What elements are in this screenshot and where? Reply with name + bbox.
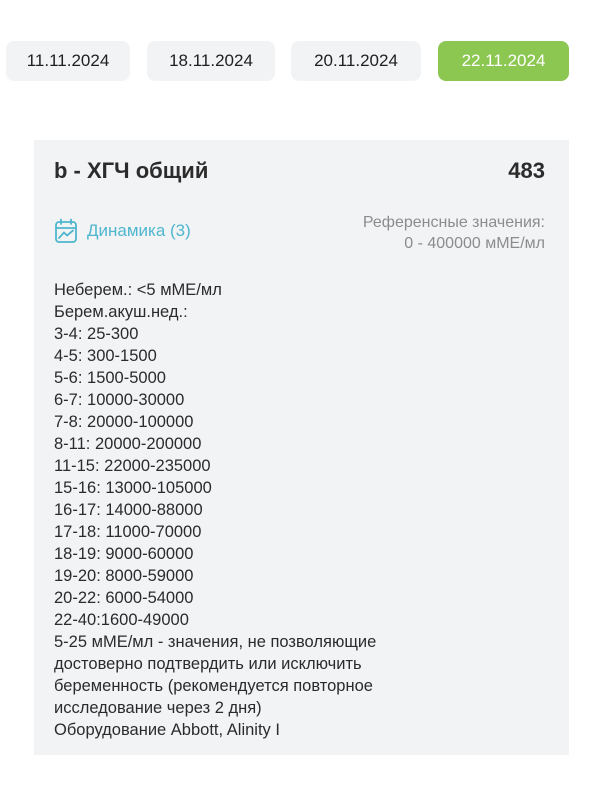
test-result-card (34, 140, 569, 755)
dynamics-label: Динамика (3) (87, 221, 191, 240)
date-tab-20-11-2024[interactable]: 20.11.2024 (291, 41, 421, 81)
date-tab-22-11-2024[interactable]: 22.11.2024 (438, 41, 569, 81)
test-notes: Неберем.: <5 мМЕ/мл Берем.акуш.нед.: 3-4: 25-300 4-5: 300-1500 5-6: 1500-5000 6-7: 10000-30000 7-8: 20000-100000 8-11: 20000-200000 11-15: 22000-235000 15-16: 13000-105000 16-17: 14000-88000 17-18: 11000-70000 18-19: 9000-60000 19-20: 8000-59000 20-22: 6000-54000 22-40:1600-49000 5-25 мМЕ/мл - значения, не позволяющие достоверно подтвердить или исключить беременность (рекомендуется повторное исследование через 2 дня) Оборудование Abbott, Alinity I (54, 281, 377, 739)
date-tab-11-11-2024[interactable]: 11.11.2024 (6, 41, 130, 81)
test-title: b - ХГЧ общий (54, 158, 209, 183)
calendar-chart-icon (54, 218, 78, 244)
reference-range: 0 - 400000 мМЕ/мл (404, 235, 545, 252)
reference-values (363, 212, 545, 254)
test-value: 483 (508, 158, 545, 183)
dynamics-link[interactable] (54, 218, 191, 244)
reference-label: Референсные значения: (362, 214, 545, 231)
date-tab-18-11-2024[interactable]: 18.11.2024 (147, 41, 275, 81)
